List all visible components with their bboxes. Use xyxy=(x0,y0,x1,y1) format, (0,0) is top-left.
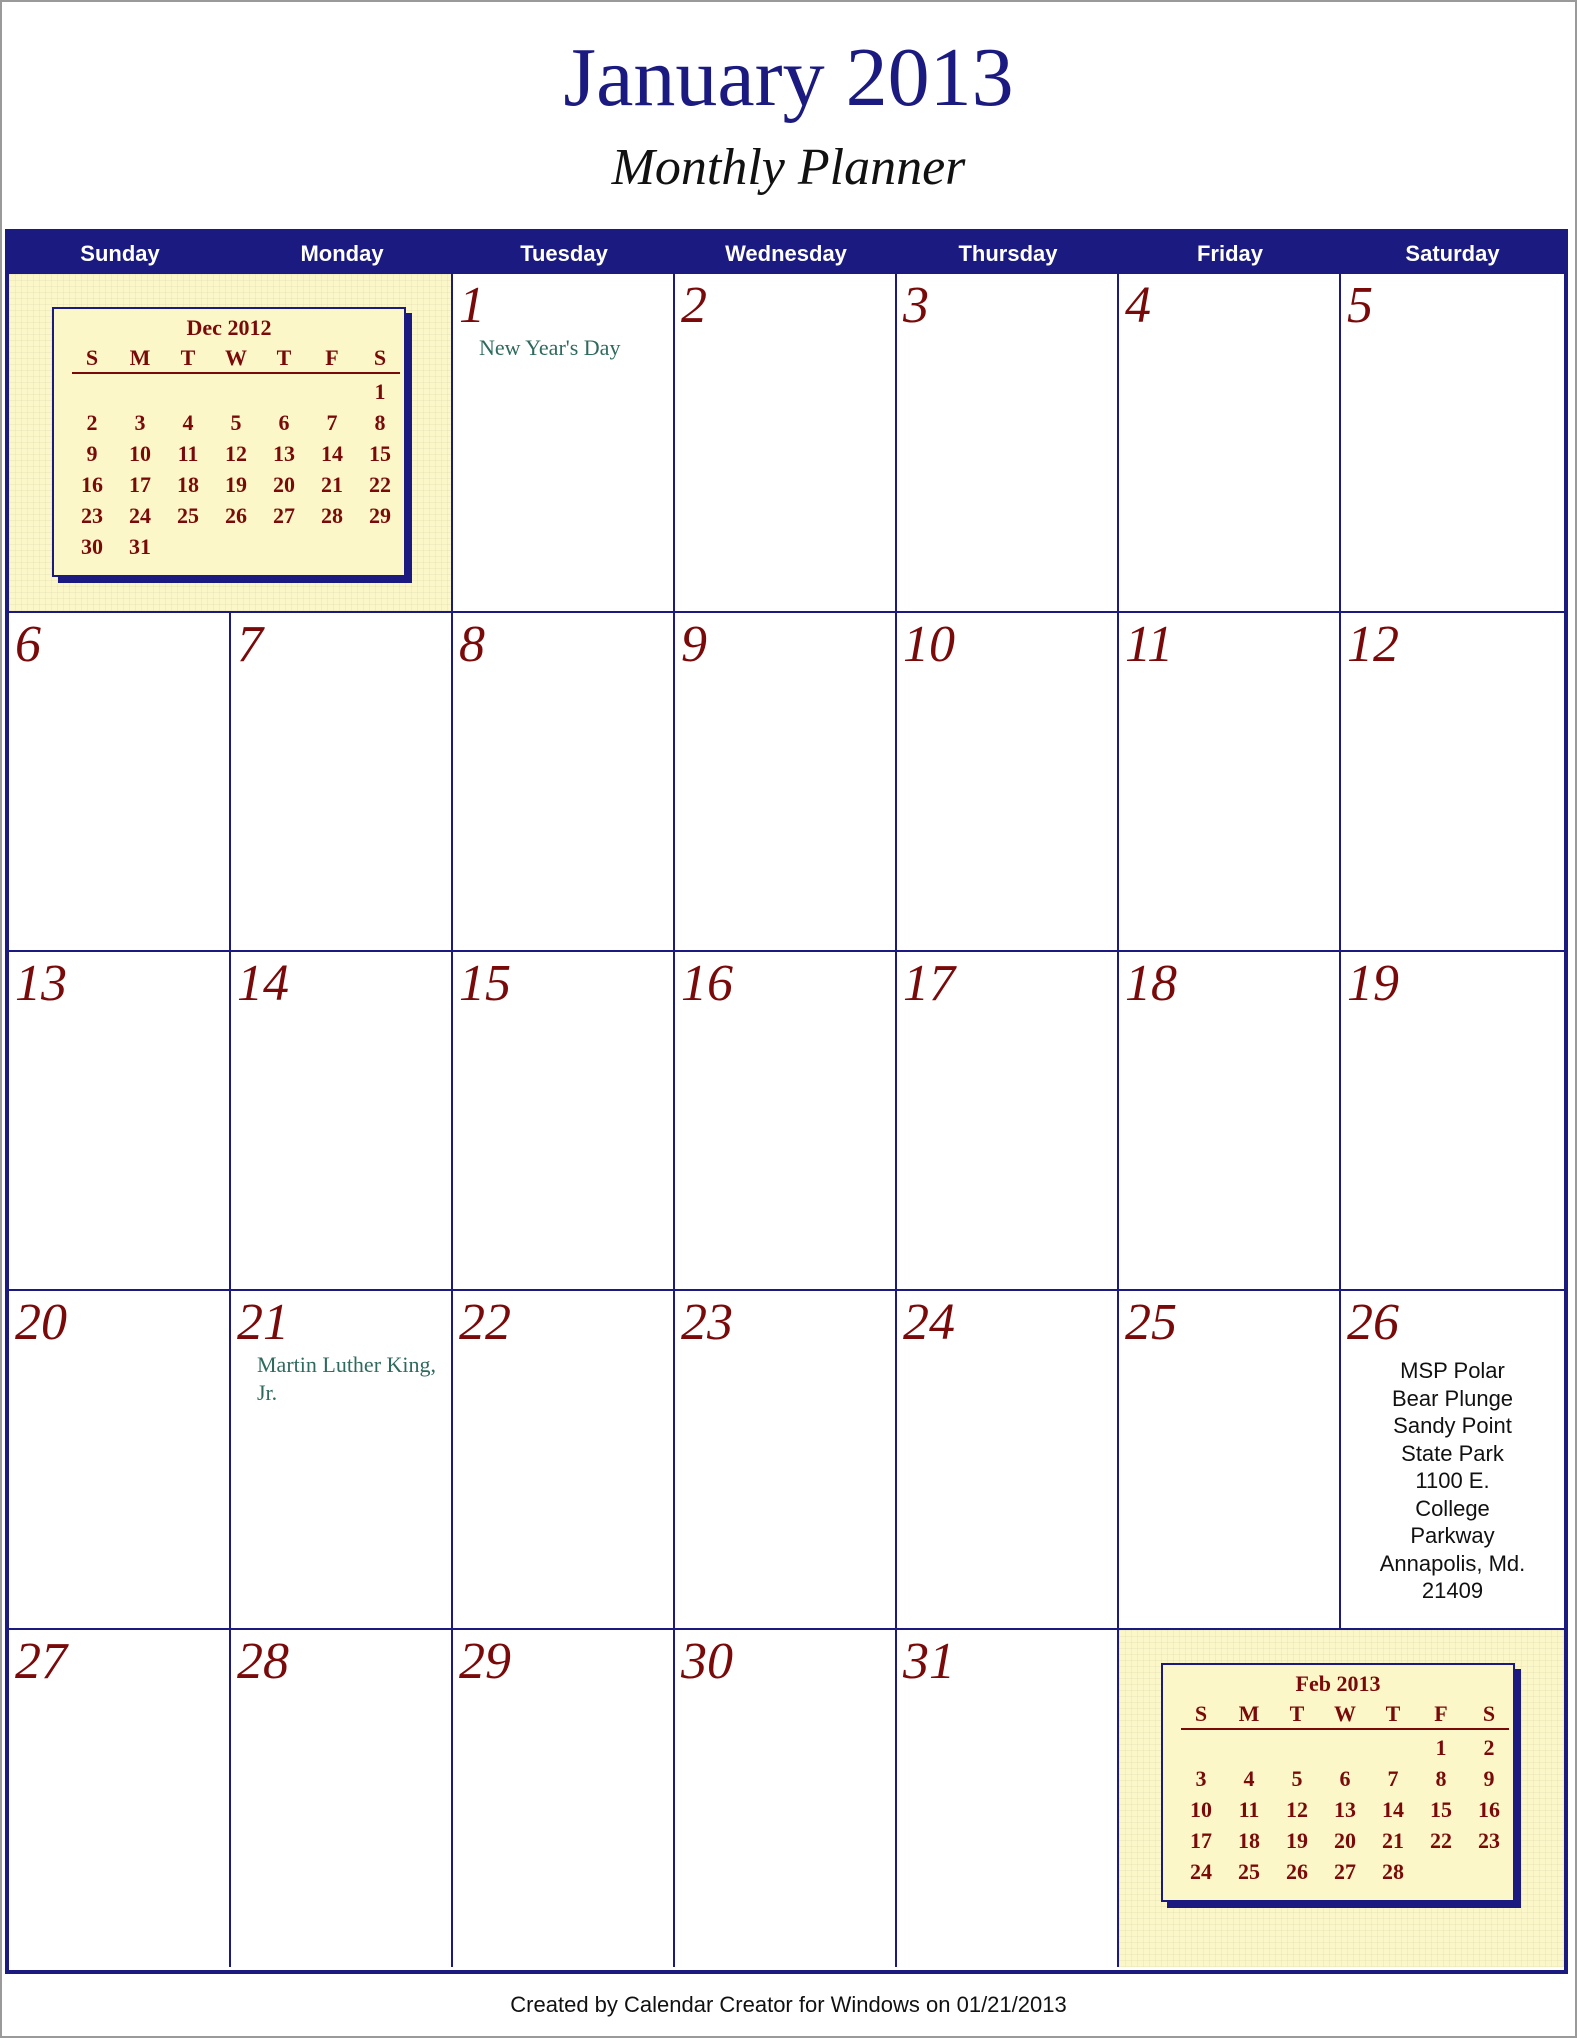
weekday-header-sunday: Sunday xyxy=(80,241,160,266)
event-note-line: 21409 xyxy=(1421,1578,1484,1603)
holiday-label: Martin Luther King, Jr. xyxy=(257,1352,437,1405)
day-cell[interactable] xyxy=(897,1291,1119,1630)
event-note-line: Annapolis, Md. xyxy=(1379,1550,1526,1576)
event-note-line: Bear Plunge xyxy=(1391,1385,1514,1411)
day-cell[interactable] xyxy=(675,1291,897,1630)
mini-calendar-day: 14 xyxy=(1382,1797,1404,1822)
mini-calendar-day: 18 xyxy=(1238,1828,1260,1853)
mini-calendar-divider xyxy=(1181,1728,1509,1730)
mini-calendar-weekday: M xyxy=(1238,1701,1260,1726)
mini-calendar-day: 27 xyxy=(273,503,295,528)
mini-calendar-weekday: S xyxy=(85,345,99,370)
day-cell[interactable] xyxy=(231,952,453,1291)
mini-calendar-day: 28 xyxy=(1382,1859,1404,1884)
mini-calendar-day: 19 xyxy=(225,472,247,497)
mini-calendar-day: 11 xyxy=(177,441,199,466)
mini-calendar-weekday: W xyxy=(1334,1701,1356,1726)
day-cell[interactable] xyxy=(1341,952,1564,1291)
day-number: 29 xyxy=(459,1633,511,1690)
footer-note: Created by Calendar Creator for Windows on 01/21/2013 xyxy=(510,1992,1067,2017)
day-number: 2 xyxy=(681,277,707,334)
mini-calendar-day: 9 xyxy=(1483,1766,1495,1791)
mini-calendar-day: 21 xyxy=(1382,1828,1404,1853)
day-cell[interactable] xyxy=(675,952,897,1291)
mini-calendar-day: 17 xyxy=(1190,1828,1212,1853)
mini-calendar-day: 24 xyxy=(1190,1859,1212,1884)
mini-calendar-day: 21 xyxy=(321,472,343,497)
day-number: 25 xyxy=(1125,1294,1177,1351)
day-cell[interactable] xyxy=(231,1630,453,1967)
mini-calendar-weekday: T xyxy=(1385,1701,1401,1726)
day-cell[interactable] xyxy=(1119,274,1341,613)
mini-calendar-day: 15 xyxy=(1430,1797,1452,1822)
mini-calendar-day: 30 xyxy=(81,534,103,559)
mini-calendar-day: 13 xyxy=(1334,1797,1356,1822)
day-cell[interactable] xyxy=(453,952,675,1291)
mini-calendar-day: 8 xyxy=(1435,1766,1447,1791)
day-number: 6 xyxy=(15,616,41,673)
mini-calendar-day: 11 xyxy=(1238,1797,1260,1822)
day-cell[interactable] xyxy=(675,613,897,952)
day-number: 30 xyxy=(681,1633,733,1690)
day-cell[interactable] xyxy=(1119,1291,1341,1630)
day-number: 5 xyxy=(1347,277,1373,334)
mini-calendar-next xyxy=(1161,1663,1515,1902)
mini-calendar-weekday: S xyxy=(1194,1701,1208,1726)
weekday-header-tuesday: Tuesday xyxy=(520,241,608,266)
day-cell[interactable] xyxy=(453,1291,675,1630)
mini-calendar-day: 10 xyxy=(129,441,151,466)
mini-calendar-prev xyxy=(52,307,406,577)
mini-calendar-day: 23 xyxy=(81,503,103,528)
holiday-label: New Year's Day xyxy=(479,335,621,360)
day-number: 31 xyxy=(903,1633,955,1690)
page-title: January 2013 xyxy=(563,31,1014,124)
mini-calendar-day: 27 xyxy=(1334,1859,1356,1884)
day-cell[interactable] xyxy=(675,274,897,613)
mini-calendar-title: Feb 2013 xyxy=(1295,1671,1381,1696)
day-cell[interactable] xyxy=(9,1630,231,1967)
day-cell[interactable] xyxy=(1119,613,1341,952)
mini-calendar-day: 15 xyxy=(369,441,391,466)
day-number: 8 xyxy=(459,616,485,673)
mini-calendar-day: 31 xyxy=(129,534,151,559)
day-number: 27 xyxy=(15,1633,67,1690)
day-number: 4 xyxy=(1125,277,1151,334)
day-number: 7 xyxy=(237,616,263,673)
weekday-header-saturday: Saturday xyxy=(1405,241,1500,266)
mini-calendar-title: Dec 2012 xyxy=(186,315,272,340)
day-number: 23 xyxy=(681,1294,733,1351)
mini-calendar-day: 29 xyxy=(369,503,391,528)
mini-calendar-day: 14 xyxy=(321,441,343,466)
mini-calendar-weekday: T xyxy=(276,345,292,370)
day-number: 9 xyxy=(681,616,707,673)
mini-calendar-day: 20 xyxy=(1334,1828,1356,1853)
mini-calendar-day: 16 xyxy=(1478,1797,1500,1822)
event-note-line: 1100 E. xyxy=(1415,1468,1490,1493)
mini-calendar-weekday: W xyxy=(225,345,247,370)
next-month-block xyxy=(1119,1630,1564,1967)
mini-calendar-day: 7 xyxy=(1387,1766,1399,1791)
day-cell[interactable] xyxy=(675,1630,897,1967)
day-number: 12 xyxy=(1347,616,1399,673)
mini-calendar-day: 26 xyxy=(225,503,247,528)
day-number: 19 xyxy=(1347,955,1399,1012)
event-note-line: Sandy Point xyxy=(1393,1413,1512,1438)
mini-calendar-day: 28 xyxy=(321,503,343,528)
mini-calendar-day: 23 xyxy=(1478,1828,1500,1853)
weekday-header-monday: Monday xyxy=(300,241,384,266)
mini-calendar-weekday: T xyxy=(180,345,196,370)
mini-calendar-weekday: M xyxy=(129,345,151,370)
mini-calendar-day: 2 xyxy=(1483,1735,1495,1760)
event-note-line: College xyxy=(1415,1495,1490,1521)
day-number: 3 xyxy=(903,277,929,334)
day-cell[interactable] xyxy=(9,1291,231,1630)
day-cell[interactable] xyxy=(1341,1291,1564,1630)
mini-calendar-weekday: F xyxy=(325,345,339,370)
mini-calendar-weekday: F xyxy=(1434,1701,1448,1726)
day-cell[interactable] xyxy=(897,274,1119,613)
mini-calendar-day: 4 xyxy=(1243,1766,1255,1791)
day-number: 14 xyxy=(237,955,289,1012)
event-note xyxy=(1341,1357,1564,1605)
day-cell[interactable] xyxy=(231,1291,453,1630)
day-cell[interactable] xyxy=(897,613,1119,952)
mini-calendar-day: 16 xyxy=(81,472,103,497)
day-number: 17 xyxy=(903,955,955,1012)
day-number: 20 xyxy=(15,1294,67,1351)
mini-calendar-day: 3 xyxy=(1195,1766,1207,1791)
month-grid xyxy=(5,229,1568,1974)
mini-calendar-day: 22 xyxy=(1430,1828,1452,1853)
day-number: 18 xyxy=(1125,955,1177,1012)
mini-calendar-day: 20 xyxy=(273,472,295,497)
weekday-header-friday: Friday xyxy=(1196,241,1264,266)
day-number: 21 xyxy=(237,1294,289,1351)
mini-calendar-day: 6 xyxy=(1339,1766,1351,1791)
mini-calendar-day: 1 xyxy=(1435,1735,1447,1760)
mini-calendar-day: 7 xyxy=(326,410,338,435)
event-note-line: State Park xyxy=(1401,1440,1504,1466)
mini-calendar-day: 25 xyxy=(177,503,199,528)
weekday-header-row xyxy=(9,233,1564,274)
mini-calendar-day: 3 xyxy=(134,410,146,435)
mini-calendar-day: 1 xyxy=(374,379,386,404)
day-cell[interactable] xyxy=(1341,274,1564,613)
mini-calendar-day: 25 xyxy=(1238,1859,1260,1884)
day-number: 15 xyxy=(459,955,511,1012)
day-number: 13 xyxy=(15,955,67,1012)
day-number: 10 xyxy=(903,616,955,673)
previous-month-block xyxy=(9,274,453,613)
mini-calendar-day: 17 xyxy=(129,472,151,497)
day-cell[interactable] xyxy=(897,952,1119,1291)
day-cell[interactable] xyxy=(453,613,675,952)
day-number: 28 xyxy=(237,1633,289,1690)
mini-calendar-day: 12 xyxy=(225,441,247,466)
day-number: 11 xyxy=(1125,616,1174,673)
page-subtitle: Monthly Planner xyxy=(611,139,966,196)
mini-calendar-day: 22 xyxy=(369,472,391,497)
mini-calendar-day: 19 xyxy=(1286,1828,1308,1853)
event-note-line: MSP Polar xyxy=(1400,1358,1505,1383)
mini-calendar-day: 9 xyxy=(86,441,98,466)
day-cell[interactable] xyxy=(1119,952,1341,1291)
mini-calendar-day: 6 xyxy=(278,410,290,435)
weekday-header-thursday: Thursday xyxy=(958,241,1058,266)
day-cell[interactable] xyxy=(1341,613,1564,952)
mini-calendar-divider xyxy=(72,372,400,374)
mini-calendar-day: 18 xyxy=(177,472,199,497)
day-number: 26 xyxy=(1347,1294,1399,1351)
day-number: 24 xyxy=(903,1294,955,1351)
day-number: 1 xyxy=(459,277,485,334)
day-cell[interactable] xyxy=(897,1630,1119,1967)
day-cell[interactable] xyxy=(231,613,453,952)
mini-calendar-day: 5 xyxy=(230,410,242,435)
mini-calendar-day: 2 xyxy=(86,410,98,435)
mini-calendar-day: 4 xyxy=(182,410,194,435)
mini-calendar-day: 8 xyxy=(374,410,386,435)
mini-calendar-day: 26 xyxy=(1286,1859,1308,1884)
day-cell[interactable] xyxy=(9,613,231,952)
day-cell[interactable] xyxy=(9,952,231,1291)
mini-calendar-weekday: S xyxy=(1482,1701,1496,1726)
day-number: 16 xyxy=(681,955,733,1012)
day-number: 22 xyxy=(459,1294,511,1351)
mini-calendar-day: 12 xyxy=(1286,1797,1308,1822)
weekday-header-wednesday: Wednesday xyxy=(725,241,847,266)
event-note-line: Parkway xyxy=(1410,1523,1495,1548)
mini-calendar-day: 13 xyxy=(273,441,295,466)
mini-calendar-day: 10 xyxy=(1190,1797,1212,1822)
mini-calendar-weekday: S xyxy=(373,345,387,370)
mini-calendar-day: 24 xyxy=(129,503,151,528)
mini-calendar-day: 5 xyxy=(1291,1766,1303,1791)
day-cell[interactable] xyxy=(453,274,675,613)
mini-calendar-weekday: T xyxy=(1289,1701,1305,1726)
day-cell[interactable] xyxy=(453,1630,675,1967)
